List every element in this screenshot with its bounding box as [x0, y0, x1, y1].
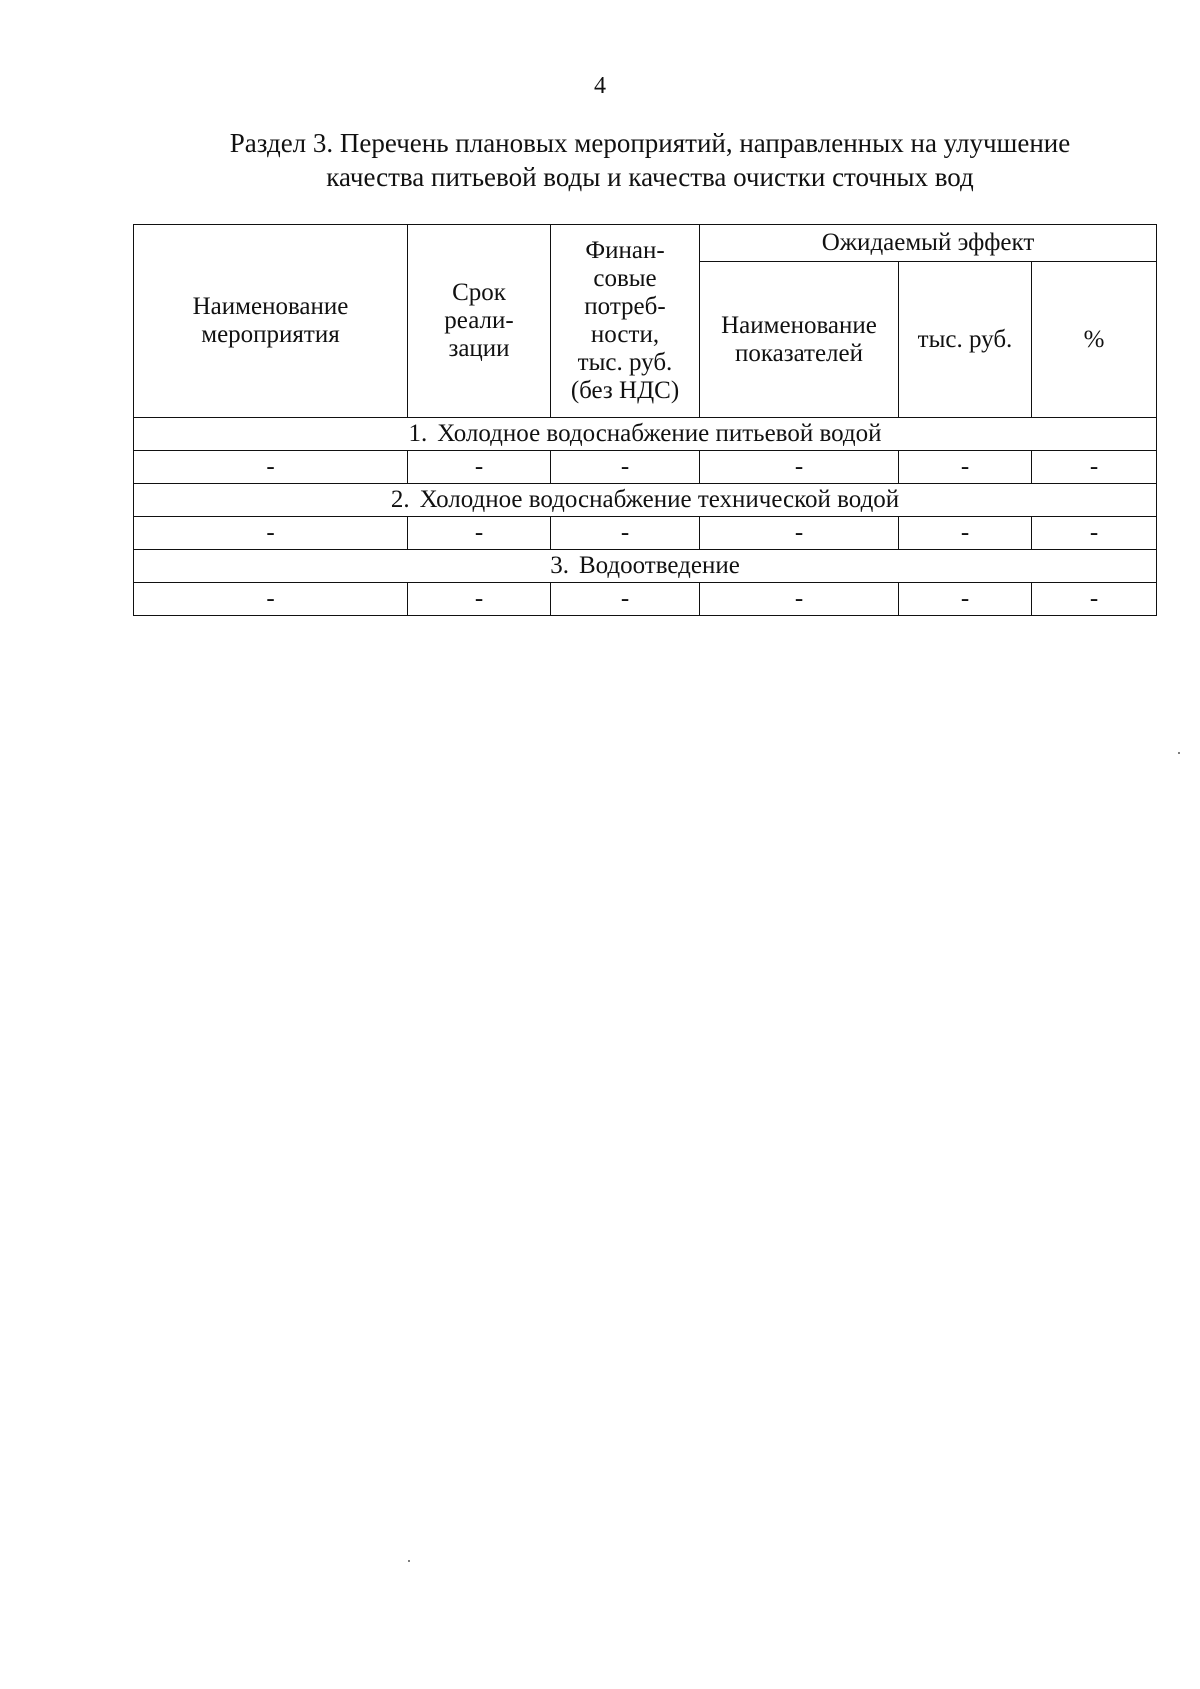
cell-term: - — [408, 583, 551, 616]
header-term — [408, 225, 551, 418]
cell-indicators: - — [700, 583, 899, 616]
header-percent: % — [1032, 262, 1157, 418]
section-heading — [134, 418, 1157, 451]
section-number: 2. — [390, 486, 410, 513]
header-finance-line: совые — [593, 265, 657, 292]
section-name: Холодное водоснабжение технической водой — [419, 486, 900, 513]
page-number: 4 — [594, 73, 606, 99]
cell-finance: - — [551, 451, 700, 484]
header-finance-line: (без НДС) — [570, 377, 680, 404]
header-measure-name: Наименование мероприятия — [134, 225, 408, 418]
section-number: 1. — [408, 420, 428, 447]
header-term-line: реали- — [444, 307, 514, 334]
section-heading — [134, 550, 1157, 583]
cell-percent: - — [1032, 451, 1157, 484]
header-indicators — [700, 262, 899, 418]
section-number: 3. — [550, 552, 569, 579]
header-indicators-line: Наименование — [721, 311, 877, 339]
header-finance — [551, 225, 700, 418]
cell-thousand-rub: - — [899, 583, 1032, 616]
cell-finance: - — [551, 517, 700, 550]
section-row-cold-technical-water — [134, 484, 1157, 517]
table-header-row — [134, 225, 1157, 262]
cell-percent: - — [1032, 583, 1157, 616]
header-finance-line: Финан- — [585, 237, 665, 264]
cell-measure-name: - — [134, 451, 408, 484]
cell-thousand-rub: - — [899, 451, 1032, 484]
section-heading — [134, 484, 1157, 517]
header-thousand-rub: тыс. руб. — [899, 262, 1032, 418]
section-title-line-2: качества питьевой воды и качества очистки сточных вод — [326, 162, 974, 192]
cell-finance: - — [551, 583, 700, 616]
cell-measure-name: - — [134, 517, 408, 550]
header-expected-effect: Ожидаемый эффект — [700, 225, 1157, 262]
section-row-wastewater — [134, 550, 1157, 583]
table-row — [134, 583, 1157, 616]
header-finance-line: тыс. руб. — [577, 349, 673, 376]
table-row — [134, 451, 1157, 484]
cell-percent: - — [1032, 517, 1157, 550]
header-term-line: Срок — [452, 279, 506, 306]
section-row-cold-drinking-water — [134, 418, 1157, 451]
section-title — [150, 126, 1150, 194]
measures-table — [133, 224, 1157, 616]
scan-speck — [408, 1560, 410, 1562]
section-title-line-1: Раздел 3. Перечень плановых мероприятий, направленных на улучшение — [229, 128, 1071, 158]
table-row — [134, 517, 1157, 550]
cell-term: - — [408, 517, 551, 550]
cell-indicators: - — [700, 517, 899, 550]
cell-term: - — [408, 451, 551, 484]
cell-indicators: - — [700, 451, 899, 484]
header-finance-line: ности, — [590, 321, 660, 348]
section-name: Водоотведение — [578, 552, 740, 579]
scan-speck — [1178, 752, 1180, 754]
cell-thousand-rub: - — [899, 517, 1032, 550]
cell-measure-name: - — [134, 583, 408, 616]
header-indicators-line: показателей — [734, 339, 864, 367]
header-term-line: зации — [448, 335, 510, 362]
section-name: Холодное водоснабжение питьевой водой — [437, 420, 882, 447]
header-finance-line: потреб- — [584, 293, 666, 320]
